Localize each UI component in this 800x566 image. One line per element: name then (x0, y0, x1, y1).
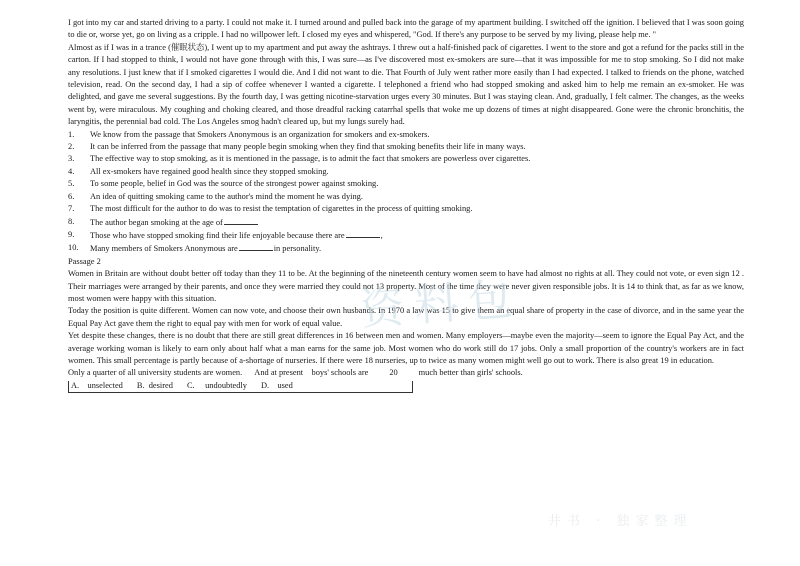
question-item (68, 178, 744, 190)
watermark-large: 资料包 (358, 273, 524, 336)
question-item (68, 216, 744, 229)
answer-options (68, 381, 413, 393)
option-b[interactable]: B. desired (136, 381, 173, 391)
question-number: 6. (68, 191, 75, 201)
question-suffix: , (380, 230, 383, 240)
option-d[interactable]: D. used (260, 381, 293, 391)
paragraph-2: Almost as if I was in a trance (催眠状态), I went up to my apartment and put away the ashtrays. I threw out a half-finished pack of cigarettes. I went to the store and got a refund for the packs still in the carton. If I had stopped to think, I would not have gone through with this, I was sure—as I've discovered most ex-smokers are sure—that it was impossible for me to stop smoking. So I did not make any resolutions. I just knew that if I smoked cigarettes I would die. And I did not want to die. That Fourth of July went rather more easily than I had expected. I talked to friends on the phone, watched television, read. On the second day, I had a sip of coffee whenever I wanted a cigarette. I telephoned a friend who had stopped smoking and asked him to help me remain an ex-smoker. He was delighted, and gave me several suggestions. By the fourth day, I was getting nicotine-starvation urges every 30 minutes. But I was staying clean. And, gradually, I felt calmer. The changes, as the weeks went by, were miraculous. My coughing and choking cleared, and those dreadful racking catarrhal spells that woke me up dozens of times at night disappeared. Gone were the chronic bronchitis, the laryngitis, the perennial bad cold. The Los Angeles smog hadn't cleared up, but my lungs surely had. (68, 42, 744, 127)
question-number: 5. (68, 179, 75, 189)
question-text: An idea of quitting smoking came to the author's mind the moment he was dying. (90, 191, 363, 201)
question-number: 1. (68, 129, 75, 139)
answer-blank[interactable] (224, 216, 258, 225)
answer-blank[interactable] (346, 229, 380, 238)
document-page (68, 17, 744, 393)
question-item (68, 141, 744, 153)
question-text: The effective way to stop smoking, as it is mentioned in the passage, is to admit the fact that smokers are powerless over cigarettes. (90, 154, 531, 164)
question-item (68, 229, 744, 242)
passage-2-paragraph-1: Women in Britain are without doubt better off today than they 11 to be. At the beginning of the nineteenth century women seem to have had almost no rights at all. They could not vote, or even sign 12 . Their marriages were arranged by their parents, and once they were married they could not 13 property. Most of the time they were never given responsible jobs. It is 14 to think that, as far as we know, most women were happy with this situation. (68, 269, 744, 303)
answer-blank[interactable] (239, 242, 273, 251)
question-text-after: in personality. (273, 244, 322, 254)
passage-2-paragraph-4: Only a quarter of all university students are women. And at present boys' schools are 20 much better than girls' schools. (68, 368, 523, 378)
question-text: All ex-smokers have regained good health since they stopped smoking. (90, 166, 329, 176)
question-text: We know from the passage that Smokers Anonymous is an organization for smokers and ex-smokers. (90, 129, 430, 139)
question-number: 3. (68, 154, 75, 164)
question-number: 7. (68, 204, 75, 214)
question-item (68, 153, 744, 165)
question-item (68, 203, 744, 215)
passage-2-heading: Passage 2 (68, 256, 101, 266)
passage-2-paragraph-2: Today the position is quite different. Women can now vote, and choose their own husbands. In 1970 a law was 15 to give them an equal share of property in the case of divorce, and in the same year the Equal Pay Act gave them the right to equal pay with men for work of equal value. (68, 306, 744, 328)
question-text: The author began smoking at the age of (90, 217, 223, 227)
question-text: The most difficult for the author to do was to resist the temptation of cigarettes in the process of quitting smoking. (90, 204, 473, 214)
question-text: It can be inferred from the passage that many people begin smoking when they find that smoking benefits their life in many ways. (90, 142, 526, 152)
option-a[interactable]: A. unselected (71, 381, 123, 391)
passage-2-paragraph-3: Yet despite these changes, there is no doubt that there are still great differences in 16 between men and women. Many employers—maybe even the majority—seem to ignore the Equal Pay Act, and the average working woman is likely to earn only about half what a man earns for the same job. Most women who do work still do 17 jobs. Only a small proportion of the country's workers are in fact women. This small percentage is partly because of a-shortage of nurseries. If there were 18 nurseries, up to twice as many women might well go out to work. There is also great 19 in education. (68, 331, 744, 365)
question-number: 4. (68, 166, 75, 176)
watermark-small: 井书 · 独家整理 (548, 514, 693, 529)
question-item (68, 242, 744, 255)
question-item (68, 191, 744, 203)
question-item (68, 166, 744, 178)
question-number: 8. (68, 216, 75, 226)
paragraph-1: I got into my car and started driving to a party. I could not make it. I turned around and pulled back into the garage of my apartment building. I switched off the ignition. I believed that I was soon going to die or, worse yet, go on living as a cripple. I had no willpower left. I closed my eyes and whispered, "God. If there's any purpose to be served by my living, please help me. " (68, 18, 744, 40)
question-text: Those who have stopped smoking find their life enjoyable because there are (90, 230, 345, 240)
question-list (68, 129, 744, 256)
question-text: Many members of Smokers Anonymous are (90, 244, 238, 254)
question-number: 10. (68, 243, 79, 253)
option-c[interactable]: C. undoubtedly (186, 381, 247, 391)
question-text: To some people, belief in God was the source of the strongest power against smoking. (90, 179, 379, 189)
question-item (68, 129, 744, 141)
question-number: 9. (68, 229, 75, 239)
question-number: 2. (68, 142, 75, 152)
